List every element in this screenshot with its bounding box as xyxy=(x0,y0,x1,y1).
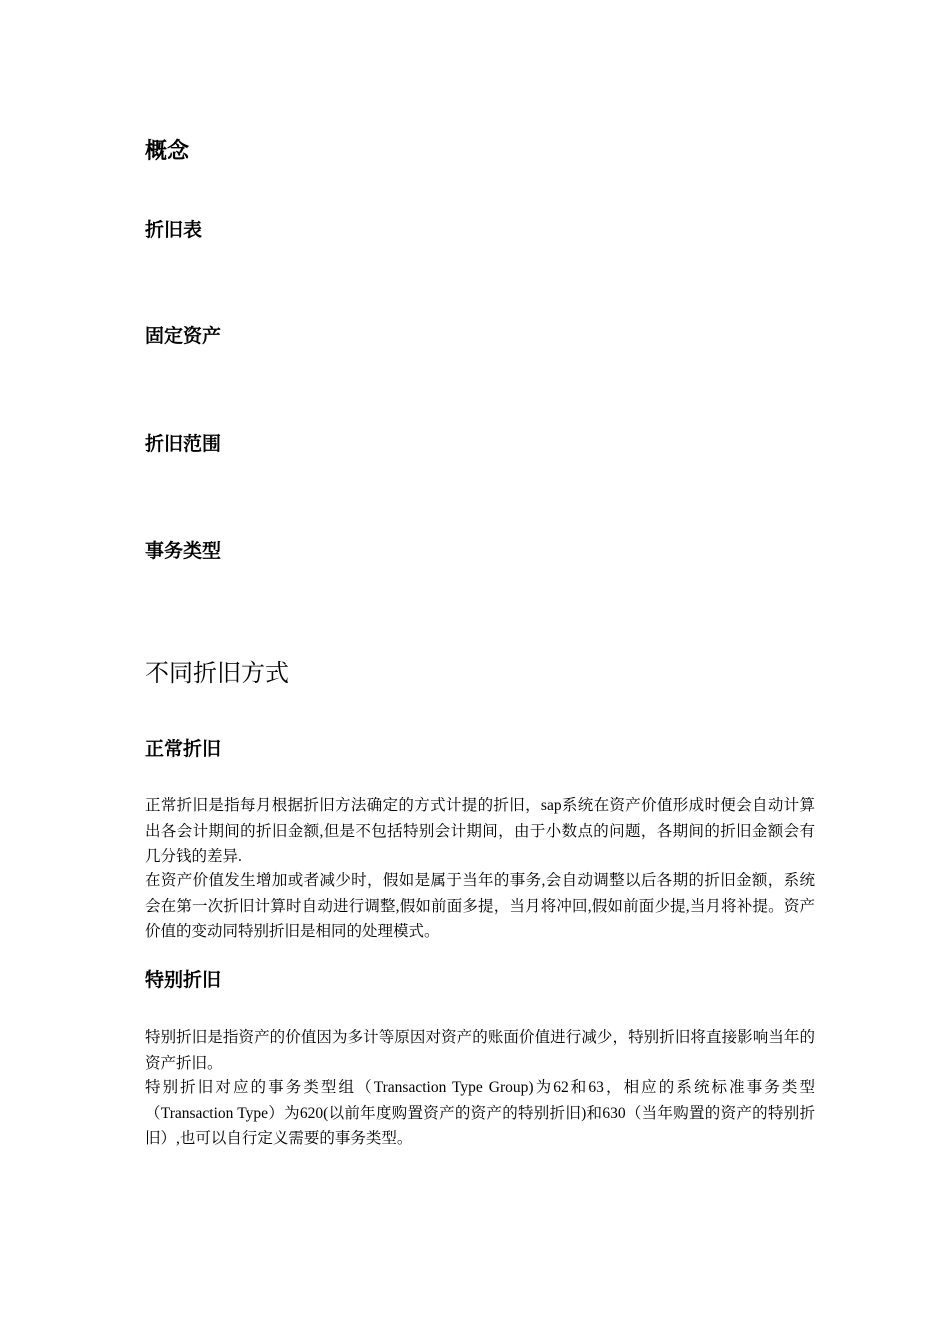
heading-depreciation-methods: 不同折旧方式 xyxy=(145,659,289,687)
paragraph-normal-depreciation-1: 正常折旧是指每月根据折旧方法确定的方式计提的折旧，sap系统在资产价值形成时便会自动计算出各会计期间的折旧金额,但是不包括特别会计期间，由于小数点的问题，各期间的折旧金额会有几分钱的差异. xyxy=(145,797,815,865)
heading-fixed-assets: 固定资产 xyxy=(145,325,222,347)
heading-normal-depreciation: 正常折旧 xyxy=(145,738,222,760)
heading-special-depreciation: 特别折旧 xyxy=(145,969,222,991)
heading-transaction-type: 事务类型 xyxy=(145,540,222,562)
paragraph-normal-depreciation-2: 在资产价值发生增加或者减少时，假如是属于当年的事务,会自动调整以后各期的折旧金额，系统会在第一次折旧计算时自动进行调整,假如前面多提，当月将冲回,假如前面少提,当月将补提。资产价值的变动同特别折旧是相同的处理模式。 xyxy=(145,872,815,940)
heading-depreciation-area: 折旧范围 xyxy=(145,433,222,455)
heading-concept: 概念 xyxy=(145,139,190,164)
paragraph-special-depreciation-1: 特别折旧是指资产的价值因为多计等原因对资产的账面价值进行减少，特别折旧将直接影响当年的资产折旧。 xyxy=(145,1029,815,1072)
heading-depreciation-table: 折旧表 xyxy=(145,219,203,241)
paragraph-special-depreciation-2: 特别折旧对应的事务类型组（Transaction Type Group)为62和63，相应的系统标准事务类型（Transaction Type）为620(以前年度购置资产的资产的特别折旧)和630（当年购置的资产的特别折旧）,也可以自行定义需要的事务类型。 xyxy=(145,1079,815,1147)
